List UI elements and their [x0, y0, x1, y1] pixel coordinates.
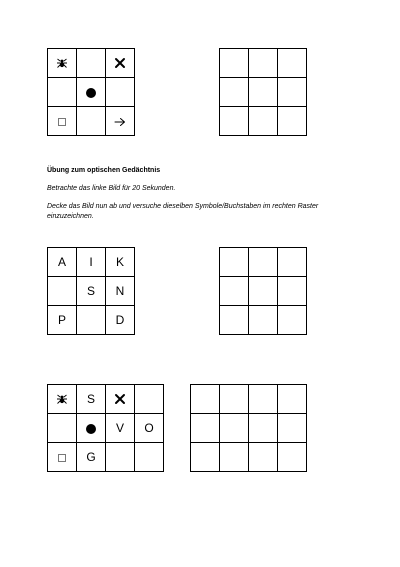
grid-letter: I [89, 255, 93, 269]
grid-cell [106, 385, 135, 414]
grid-cell [77, 49, 106, 78]
grid-row [191, 443, 307, 472]
grid-row [48, 277, 135, 306]
blank-cell[interactable] [278, 277, 307, 306]
grid-letter: V [115, 421, 124, 435]
grid-row [191, 414, 307, 443]
blank-cell[interactable] [278, 443, 307, 472]
grid-row [48, 49, 135, 78]
blank-cell[interactable] [220, 385, 249, 414]
source-grid-3 [47, 384, 164, 472]
grid-cell [48, 107, 77, 136]
grid-letter: S [86, 392, 95, 406]
grid-cell [77, 277, 106, 306]
cross-icon [114, 57, 126, 69]
answer-grid-1 [219, 48, 307, 136]
grid-row [48, 443, 164, 472]
grid-cell [106, 414, 135, 443]
grid-cell [106, 443, 135, 472]
blank-cell[interactable] [191, 385, 220, 414]
grid-row [48, 385, 164, 414]
dot-icon [86, 424, 96, 434]
grid-cell [106, 107, 135, 136]
grid-cell [135, 443, 164, 472]
blank-cell[interactable] [249, 248, 278, 277]
cross-icon [114, 393, 126, 405]
blank-cell[interactable] [249, 443, 278, 472]
blank-cell[interactable] [249, 414, 278, 443]
grid-letter: A [57, 255, 66, 269]
grid-cell [77, 107, 106, 136]
grid-row [220, 248, 307, 277]
grid-cell [77, 78, 106, 107]
arrow-right-icon [114, 117, 126, 127]
grid-row [48, 107, 135, 136]
grid-row [48, 414, 164, 443]
grid-cell [77, 248, 106, 277]
grid-cell [106, 78, 135, 107]
blank-cell[interactable] [278, 107, 307, 136]
grid-letter: G [86, 450, 96, 464]
instruction-line-1: Betrachte das linke Bild für 20 Sekunden. [47, 185, 176, 192]
grid-cell [77, 414, 106, 443]
blank-cell[interactable] [220, 78, 249, 107]
grid-row [48, 306, 135, 335]
grid-cell [106, 49, 135, 78]
instruction-line-2: Decke das Bild nun ab und versuche dieselben Symbole/Buchstaben im rechten Raster [47, 203, 319, 210]
blank-cell[interactable] [278, 385, 307, 414]
blank-cell[interactable] [249, 306, 278, 335]
grid-cell [135, 385, 164, 414]
blank-cell[interactable] [278, 248, 307, 277]
grid-letter: D [115, 313, 125, 327]
grid-row [220, 49, 307, 78]
grid-cell [48, 443, 77, 472]
blank-cell[interactable] [278, 306, 307, 335]
grid-letter: S [86, 284, 95, 298]
spider-icon [56, 393, 68, 405]
blank-cell[interactable] [249, 385, 278, 414]
blank-cell[interactable] [249, 277, 278, 306]
square-icon [58, 454, 66, 462]
blank-cell[interactable] [249, 107, 278, 136]
grid-row [220, 78, 307, 107]
exercise-title: Übung zum optischen Gedächtnis [47, 167, 161, 174]
grid-cell [106, 248, 135, 277]
blank-cell[interactable] [220, 277, 249, 306]
blank-cell[interactable] [278, 49, 307, 78]
grid-row [220, 107, 307, 136]
grid-cell [106, 306, 135, 335]
spider-icon [56, 57, 68, 69]
blank-cell[interactable] [220, 306, 249, 335]
grid-letter: P [57, 313, 66, 327]
grid-cell [48, 385, 77, 414]
blank-cell[interactable] [191, 414, 220, 443]
grid-cell [48, 414, 77, 443]
grid-row [220, 277, 307, 306]
grid-letter: K [115, 255, 124, 269]
grid-letter: N [115, 284, 125, 298]
answer-grid-2 [219, 247, 307, 335]
grid-letter: O [144, 421, 154, 435]
blank-cell[interactable] [220, 414, 249, 443]
grid-row [48, 248, 135, 277]
grid-cell [48, 277, 77, 306]
blank-cell[interactable] [278, 78, 307, 107]
grid-cell [48, 306, 77, 335]
blank-cell[interactable] [249, 78, 278, 107]
dot-icon [86, 88, 96, 98]
instruction-line-3: einzuzeichnen. [47, 213, 94, 220]
square-icon [58, 118, 66, 126]
blank-cell[interactable] [220, 443, 249, 472]
blank-cell[interactable] [191, 443, 220, 472]
blank-cell[interactable] [220, 107, 249, 136]
source-grid-2 [47, 247, 135, 335]
grid-cell [48, 248, 77, 277]
grid-cell [106, 277, 135, 306]
grid-row [191, 385, 307, 414]
grid-row [48, 78, 135, 107]
grid-cell [48, 78, 77, 107]
blank-cell[interactable] [220, 248, 249, 277]
grid-cell [135, 414, 164, 443]
answer-grid-3 [190, 384, 307, 472]
grid-row [220, 306, 307, 335]
blank-cell[interactable] [220, 49, 249, 78]
grid-cell [77, 443, 106, 472]
blank-cell[interactable] [249, 49, 278, 78]
grid-cell [48, 49, 77, 78]
grid-cell [77, 385, 106, 414]
blank-cell[interactable] [278, 414, 307, 443]
grid-cell [77, 306, 106, 335]
source-grid-1 [47, 48, 135, 136]
